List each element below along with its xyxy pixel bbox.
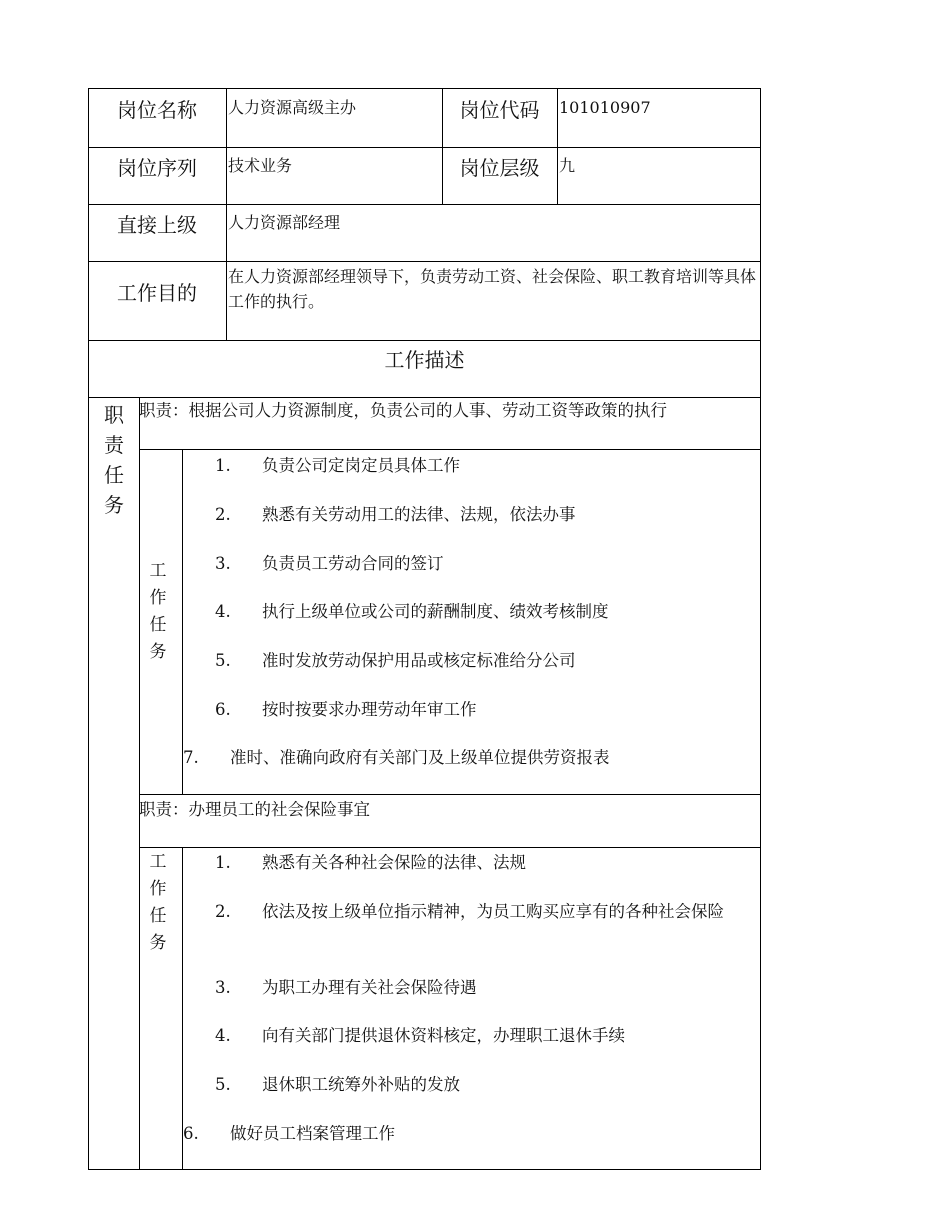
row-divider [88, 397, 761, 398]
task-item: 2. 熟悉有关劳动用工的法律、法规，依法办事 [215, 505, 576, 524]
description-title: 工作描述 [384, 347, 465, 372]
purpose-value: 在人力资源部经理领导下，负责劳动工资、社会保险、职工教育培训等具体工作的执行。 [228, 267, 757, 311]
position-name-value: 人力资源高级主办 [228, 98, 357, 117]
task-item: 3. 负责员工劳动合同的签订 [215, 554, 444, 573]
position-name-label: 岗位名称 [117, 97, 197, 122]
task-item: 6. 按时按要求办理劳动年审工作 [215, 700, 477, 719]
position-code-value: 101010907 [559, 98, 651, 117]
supervisor-value: 人力资源部经理 [228, 213, 341, 232]
col-divider [139, 397, 140, 1170]
level-label: 岗位层级 [459, 155, 540, 180]
duty-statement: 职责：根据公司人力资源制度，负责公司的人事、劳动工资等政策的执行 [139, 401, 667, 420]
task-item: 5. 退休职工统筹外补贴的发放 [215, 1075, 460, 1094]
task-item: 2. 依法及按上级单位指示精神，为员工购买应享有的各种社会保险 [215, 902, 724, 921]
level-value: 九 [559, 156, 576, 175]
supervisor-label: 直接上级 [117, 212, 197, 237]
task-label: 工作任务 [149, 561, 167, 662]
task-item: 3. 为职工办理有关社会保险待遇 [215, 978, 477, 997]
task-item: 7. 准时、准确向政府有关部门及上级单位提供劳资报表 [183, 748, 610, 767]
purpose-label: 工作目的 [117, 280, 197, 305]
sequence-label: 岗位序列 [117, 155, 197, 180]
task-item: 4. 向有关部门提供退休资料核定，办理职工退休手续 [215, 1026, 625, 1045]
task-item: 1. 熟悉有关各种社会保险的法律、法规 [215, 853, 526, 872]
task-item: 4. 执行上级单位或公司的薪酬制度、绩效考核制度 [215, 602, 609, 621]
row-divider [139, 794, 761, 795]
sequence-value: 技术业务 [228, 156, 293, 175]
duties-label: 职责任务 [104, 403, 124, 517]
col-divider [182, 449, 183, 794]
task-item: 1. 负责公司定岗定员具体工作 [215, 456, 460, 475]
position-code-label: 岗位代码 [459, 97, 540, 122]
row-divider [139, 847, 761, 848]
task-label: 工作任务 [149, 852, 167, 953]
job-description-table [88, 88, 761, 1170]
task-item: 5. 准时发放劳动保护用品或核定标准给分公司 [215, 651, 576, 670]
task-item: 6. 做好员工档案管理工作 [183, 1124, 395, 1143]
duty-statement: 职责：办理员工的社会保险事宜 [139, 800, 370, 819]
row-divider [139, 449, 761, 450]
